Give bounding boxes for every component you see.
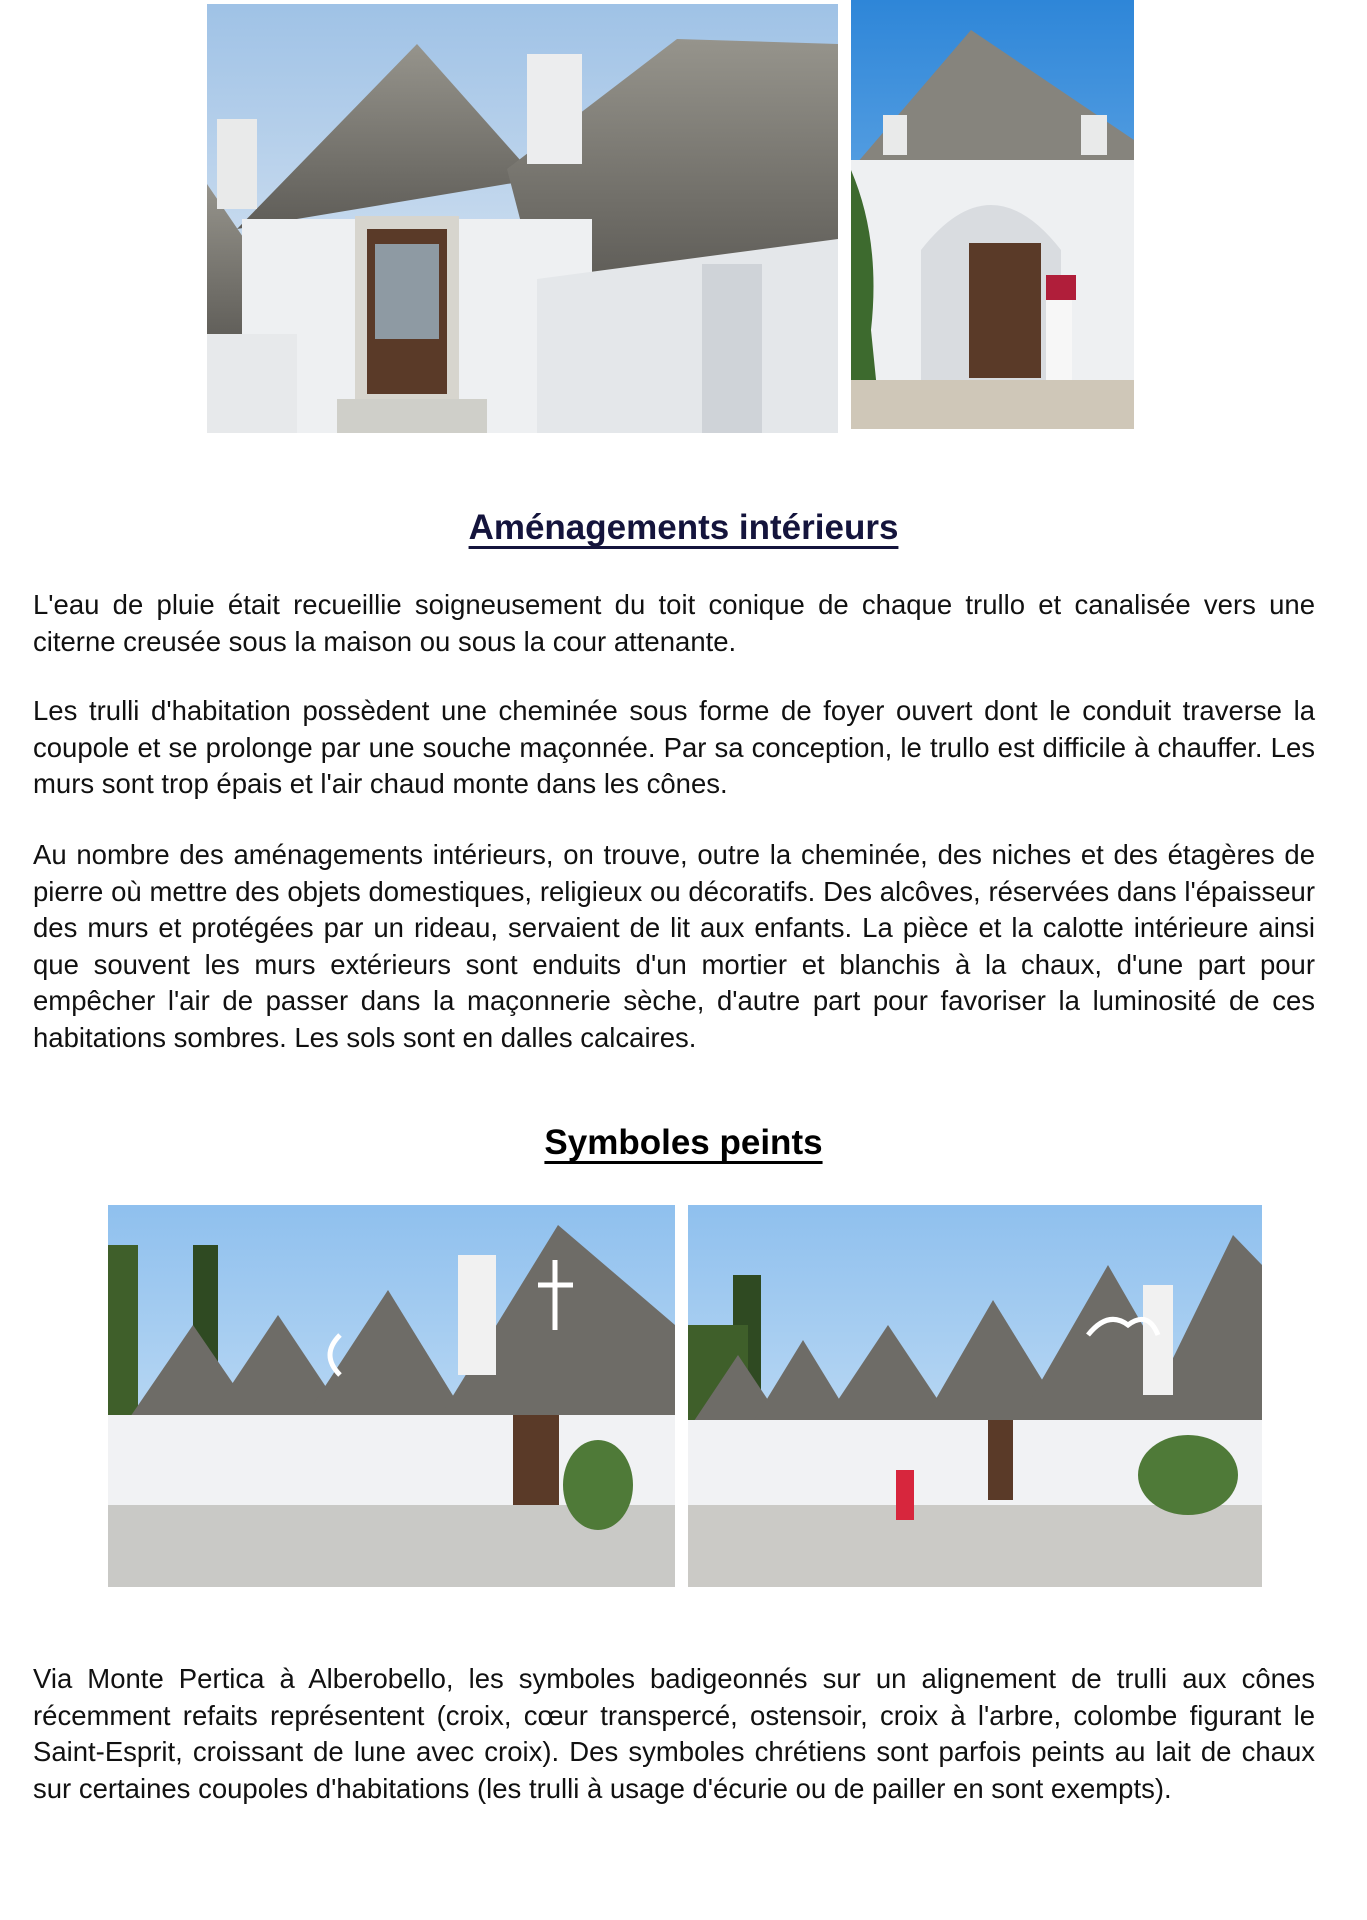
section-title-amenagements: Aménagements intérieurs	[468, 508, 899, 547]
photo-trullo-arched-entrance	[851, 0, 1134, 429]
paragraph-painted-symbols: Via Monte Pertica à Alberobello, les symboles badigeonnés sur un alignement de trulli aux cônes récemment refaits représentent (croix, cœur transpercé, ostensoir, croix à l'arbre, colombe figurant le Saint-Esprit, croissant de lune avec croix). Des symboles chrétiens sont parfois peints au lait de chaux sur certaines coupoles d'habitations (les trulli à usage d'écurie ou de pailler en sont exempts).	[33, 1663, 1315, 1804]
paragraph-chimney: Les trulli d'habitation possèdent une cheminée sous forme de foyer ouvert dont le conduit traverse la coupole et se prolonge par une souche maçonnée. Par sa conception, le trullo est difficile à chauffer. Les murs sont trop épais et l'air chaud monte dans les cônes.	[33, 695, 1315, 799]
photo-street-trulli-symbols-right	[688, 1205, 1262, 1587]
photo-street-trulli-symbols-left	[108, 1205, 675, 1587]
paragraph-interior-fittings: Au nombre des aménagements intérieurs, on trouve, outre la cheminée, des niches et des étagères de pierre où mettre des objets domestiques, religieux ou décoratifs. Des alcôves, réservées dans l'épaisseur des murs et protégées par un rideau, servaient de lit aux enfants. La pièce et la calotte intérieure ainsi que souvent les murs extérieurs sont enduits d'un mortier et blanchis à la chaux, d'une part pour empêcher l'air de passer dans la maçonnerie sèche, d'autre part pour favoriser la luminosité de ces habitations sombres. Les sols sont en dalles calcaires.	[33, 839, 1315, 1053]
section-title-symboles: Symboles peints	[544, 1123, 823, 1162]
photo-trulli-courtyard	[207, 4, 838, 433]
paragraph-rainwater: L'eau de pluie était recueillie soigneusement du toit conique de chaque trullo et canalisée vers une citerne creusée sous la maison ou sous la cour attenante.	[33, 589, 1315, 657]
